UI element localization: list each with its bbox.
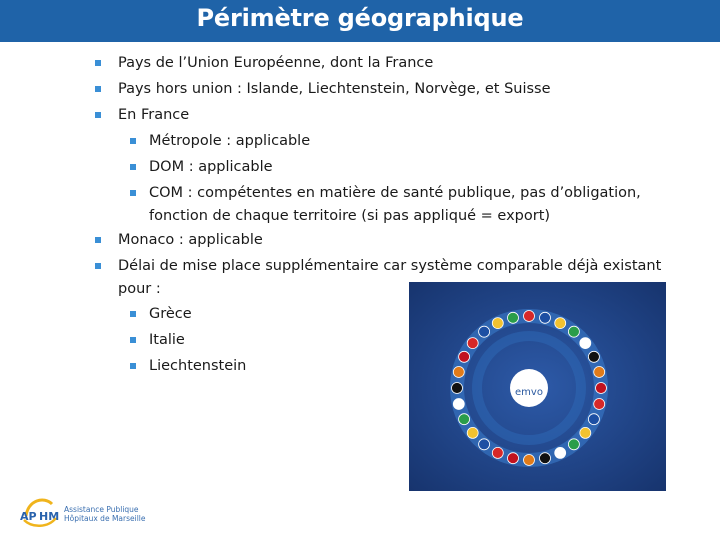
country-flag-icon bbox=[524, 311, 535, 322]
sub-bullet-marker bbox=[130, 190, 136, 196]
sub-bullet-marker bbox=[130, 164, 136, 170]
bullet-item: Pays hors union : Islande, Liechtenstein, Norvège, et Suisse bbox=[118, 81, 551, 97]
sub-bullet-item: Grèce bbox=[149, 306, 192, 322]
logo-line-2: Hôpitaux de Marseille bbox=[64, 514, 146, 523]
country-flag-icon bbox=[594, 367, 605, 378]
sub-bullet-marker bbox=[130, 311, 136, 317]
country-flag-icon bbox=[453, 367, 464, 378]
country-flag-icon bbox=[588, 351, 599, 362]
country-flag-icon bbox=[452, 383, 463, 394]
country-flag-icon bbox=[540, 453, 551, 464]
bullet-marker bbox=[95, 112, 101, 118]
country-flag-icon bbox=[580, 427, 591, 438]
country-flag-icon bbox=[508, 453, 519, 464]
sub-bullet-continuation: fonction de chaque territoire (si pas appliqué = export) bbox=[149, 208, 551, 224]
country-flag-icon bbox=[594, 399, 605, 410]
country-flag-icon bbox=[588, 414, 599, 425]
bullet-marker bbox=[95, 86, 101, 92]
country-flag-icon bbox=[596, 383, 607, 394]
svg-text:HM: HM bbox=[39, 510, 60, 523]
country-flag-icon bbox=[568, 439, 579, 450]
country-flag-icon bbox=[467, 338, 478, 349]
emvo-countries-image bbox=[409, 282, 666, 491]
aphm-logo bbox=[18, 494, 158, 534]
country-flag-icon bbox=[492, 447, 503, 458]
country-flag-icon bbox=[555, 318, 566, 329]
country-flag-icon bbox=[568, 326, 579, 337]
bullet-item: Pays de l’Union Européenne, dont la France bbox=[118, 55, 434, 71]
bullet-marker bbox=[95, 237, 101, 243]
emvo-logo-text: emvo bbox=[515, 387, 543, 398]
country-flag-icon bbox=[580, 338, 591, 349]
sub-bullet-item: Italie bbox=[149, 332, 185, 348]
bullet-marker bbox=[95, 263, 101, 269]
country-flag-icon bbox=[492, 318, 503, 329]
bullet-item: Monaco : applicable bbox=[118, 232, 263, 248]
country-flag-icon bbox=[459, 414, 470, 425]
bullet-continuation: pour : bbox=[118, 281, 161, 297]
country-flag-icon bbox=[524, 455, 535, 466]
bullet-marker bbox=[95, 60, 101, 66]
bullet-item: En France bbox=[118, 107, 190, 123]
country-flag-icon bbox=[479, 439, 490, 450]
aphm-emblem-icon bbox=[18, 494, 64, 534]
logo-line-1: Assistance Publique bbox=[64, 505, 139, 514]
country-flag-icon bbox=[459, 351, 470, 362]
country-flag-icon bbox=[479, 326, 490, 337]
country-flag-icon bbox=[453, 399, 464, 410]
sub-bullet-marker bbox=[130, 138, 136, 144]
sub-bullet-marker bbox=[130, 363, 136, 369]
sub-bullet-item: DOM : applicable bbox=[149, 159, 273, 175]
country-flag-icon bbox=[508, 312, 519, 323]
sub-bullet-item: COM : compétentes en matière de santé publique, pas d’obligation, bbox=[149, 185, 641, 201]
page-title: Périmètre géographique bbox=[196, 4, 524, 32]
country-flag-icon bbox=[540, 312, 551, 323]
country-flag-icon bbox=[467, 427, 478, 438]
sub-bullet-item: Liechtenstein bbox=[149, 358, 247, 374]
bullet-item: Délai de mise place supplémentaire car système comparable déjà existant bbox=[118, 258, 662, 274]
country-flag-icon bbox=[555, 447, 566, 458]
sub-bullet-marker bbox=[130, 337, 136, 343]
svg-text:AP: AP bbox=[20, 510, 37, 523]
sub-bullet-item: Métropole : applicable bbox=[149, 133, 311, 149]
